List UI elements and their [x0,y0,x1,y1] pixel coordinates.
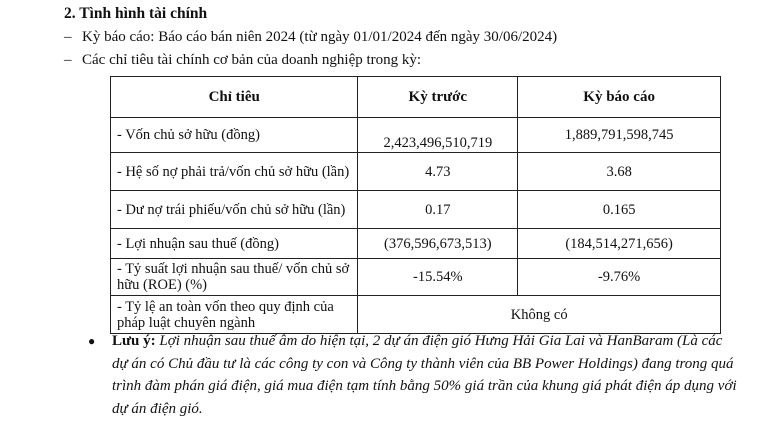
table-row [111,118,721,153]
table-header-row [111,77,721,118]
previous-value: (376,596,673,513) [358,229,518,259]
report-period-line [64,29,557,46]
row-label: - Tỷ lệ an toàn vốn theo quy định của pháp luật chuyên ngành [111,296,358,334]
current-value: -9.76% [518,259,721,296]
indicators-intro-line [64,52,421,69]
note-text: Lợi nhuận sau thuế âm do hiện tại, 2 dự án điện gió Hưng Hải Gia Lai và HanBaram (Là các dự án có Chủ đầu tư là các công ty con và Công ty thành viên của BB Power Holdings) đang trong quá trình đàm phán giá điện, giá mua điện tạm tính bằng 50% giá trần của khung giá phát điện áp dụng với dự án điện gió. [112,333,737,417]
bullet-icon: ● [88,334,96,348]
note-colon: : [150,333,160,349]
current-value: 3.68 [518,153,721,191]
row-label: - Dư nợ trái phiếu/vốn chủ sở hữu (lần) [111,191,358,229]
merged-value: Không có [358,296,721,334]
table-row [111,259,721,296]
previous-value: 4.73 [358,153,518,191]
table-row [111,296,721,334]
row-label: - Tỷ suất lợi nhuận sau thuế/ vốn chủ sở hữu (ROE) (%) [111,259,358,296]
dash-marker: – [64,29,72,45]
report-period-text: Kỳ báo cáo: Báo cáo bán niên 2024 (từ ngày 01/01/2024 đến ngày 30/06/2024) [82,29,558,45]
header-indicator: Chỉ tiêu [111,77,358,118]
note-body [112,330,738,420]
header-previous-period: Kỳ trước [358,77,518,118]
current-value: (184,514,271,656) [518,229,721,259]
row-label: - Lợi nhuận sau thuế (đồng) [111,229,358,259]
row-label: - Vốn chủ sở hữu (đồng) [111,118,358,153]
previous-value: 2,423,496,510,719 [358,118,518,153]
previous-value: -15.54% [358,259,518,296]
previous-value: 0.17 [358,191,518,229]
note-block [88,330,738,420]
table-row [111,229,721,259]
row-label: - Hệ số nợ phải trả/vốn chủ sở hữu (lần) [111,153,358,191]
table-row [111,191,721,229]
indicators-intro-text: Các chỉ tiêu tài chính cơ bản của doanh nghiệp trong kỳ: [82,52,422,68]
current-value: 1,889,791,598,745 [518,118,721,153]
dash-marker: – [64,52,72,68]
note-label: Lưu ý [112,333,151,349]
financial-indicators-table [110,76,721,334]
header-reporting-period: Kỳ báo cáo [518,77,721,118]
section-heading: 2. Tình hình tài chính [64,5,208,22]
table-row [111,153,721,191]
current-value: 0.165 [518,191,721,229]
